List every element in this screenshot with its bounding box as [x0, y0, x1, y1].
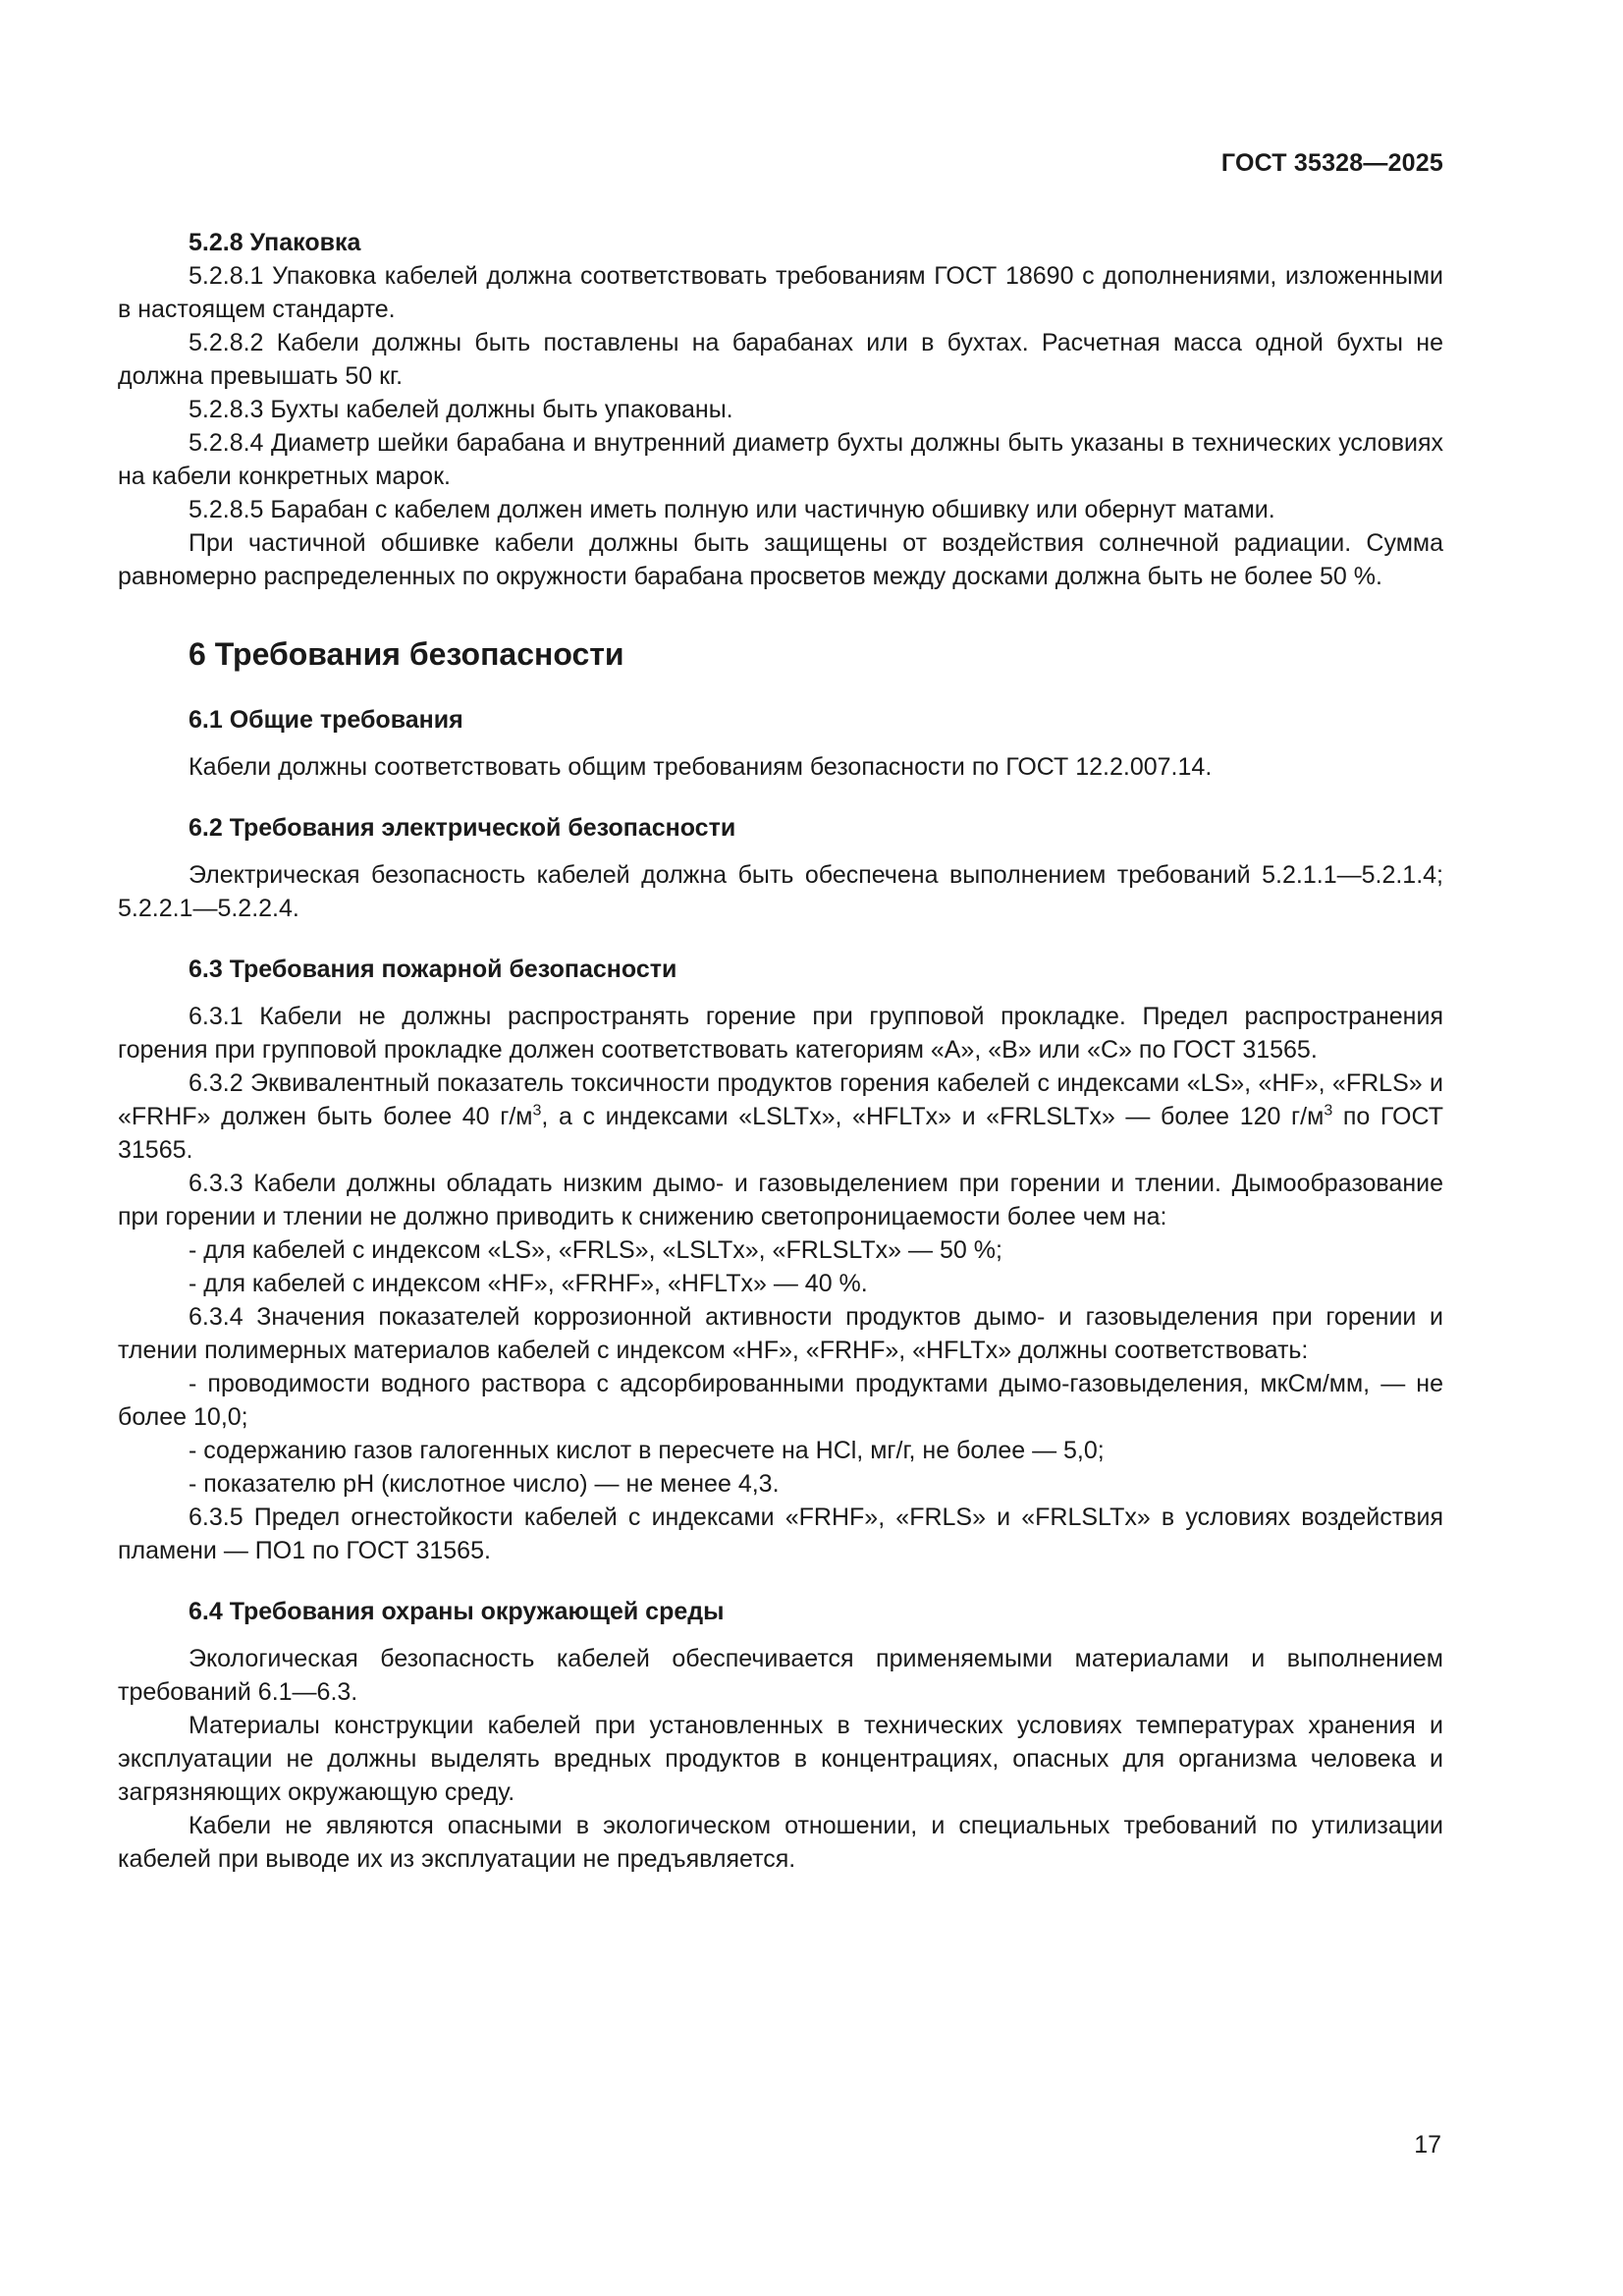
paragraph-5-2-8-2: 5.2.8.2 Кабели должны быть поставлены на барабанах или в бухтах. Расчетная масса одной бухты не должна превышать 50 кг.	[118, 329, 1443, 390]
paragraph-6-2: Электрическая безопасность кабелей должна быть обеспечена выполнением требований 5.2.1.1—5.2.1.4; 5.2.2.1—5.2.2.4.	[118, 861, 1443, 922]
paragraph-6-3-2-part-b: , а с индексами «LSLTx», «HFLTx» и «FRLSLTx» — более 120 г/м	[541, 1103, 1325, 1130]
paragraph-6-1: Кабели должны соответствовать общим требованиям безопасности по ГОСТ 12.2.007.14.	[189, 753, 1213, 781]
paragraph-6-3-4: 6.3.4 Значения показателей коррозионной активности продуктов дымо- и газовыделения при горении и тлении полимерных материалов кабелей с индексом «HF», «FRHF», «HFLTx» должны соответствовать:	[118, 1303, 1443, 1364]
paragraph-6-3-5: 6.3.5 Предел огнестойкости кабелей с индексами «FRHF», «FRLS» и «FRLSLTx» в условиях воздействия пламени — ПО1 по ГОСТ 31565.	[118, 1503, 1443, 1564]
heading-6-3: 6.3 Требования пожарной безопасности	[189, 956, 677, 983]
heading-section-6: 6 Требования безопасности	[189, 636, 624, 672]
paragraph-5-2-8-4: 5.2.8.4 Диаметр шейки барабана и внутренний диаметр бухты должны быть указаны в технических условиях на кабели конкретных марок.	[118, 429, 1443, 490]
heading-5-2-8: 5.2.8 Упаковка	[189, 229, 361, 256]
document-header-id: ГОСТ 35328—2025	[1220, 149, 1443, 177]
list-item: - для кабелей с индексом «LS», «FRLS», «LSLTx», «FRLSLTx» — 50 %;	[189, 1236, 1002, 1264]
heading-6-1: 6.1 Общие требования	[189, 706, 463, 734]
paragraph-6-3-2	[118, 1066, 1443, 1167]
paragraph-5-2-8-5: 5.2.8.5 Барабан с кабелем должен иметь полную или частичную обшивку или обернут матами.	[189, 496, 1275, 523]
list-item: - для кабелей с индексом «HF», «FRHF», «HFLTx» — 40 %.	[189, 1270, 868, 1297]
paragraph-5-2-8-1: 5.2.8.1 Упаковка кабелей должна соответствовать требованиям ГОСТ 18690 с дополнениями, изложенными в настоящем стандарте.	[118, 262, 1443, 323]
paragraph-6-4-2: Материалы конструкции кабелей при установленных в технических условиях температурах хранения и эксплуатации не должны выделять вредных продуктов в концентрациях, опасных для организма человека и загрязняющих окружающую среду.	[118, 1712, 1443, 1806]
paragraph-5-2-8-5-cont: При частичной обшивке кабели должны быть защищены от воздействия солнечной радиации. Сумма равномерно распределенных по окружности барабана просветов между досками должна быть не более 50 %.	[118, 529, 1443, 590]
paragraph-6-4-1: Экологическая безопасность кабелей обеспечивается применяемыми материалами и выполнением требований 6.1—6.3.	[118, 1645, 1443, 1706]
list-item: - показателю pH (кислотное число) — не менее 4,3.	[189, 1470, 780, 1498]
paragraph-6-3-2-part-c: по ГОСТ 31565.	[118, 1103, 1443, 1164]
list-item: - содержанию газов галогенных кислот в пересчете на HCl, мг/г, не более — 5,0;	[189, 1437, 1105, 1464]
superscript-3: 3	[1324, 1102, 1333, 1120]
list-item: - проводимости водного раствора с адсорбированными продуктами дымо-газовыделения, мкСм/мм, — не более 10,0;	[118, 1370, 1443, 1431]
superscript-3: 3	[532, 1102, 542, 1120]
paragraph-6-3-3: 6.3.3 Кабели должны обладать низким дымо- и газовыделением при горении и тлении. Дымообразование при горении и тлении не должно приводить к снижению светопроницаемости более чем на:	[118, 1170, 1443, 1230]
paragraph-6-4-3: Кабели не являются опасными в экологическом отношении, и специальных требований по утилизации кабелей при выводе их из эксплуатации не предъявляется.	[118, 1812, 1443, 1873]
paragraph-6-3-2-part-a: 6.3.2 Эквивалентный показатель токсичности продуктов горения кабелей с индексами «LS», «HF», «FRLS» и «FRHF» должен быть более 40 г/м	[118, 1069, 1443, 1130]
paragraph-6-3-1: 6.3.1 Кабели не должны распространять горение при групповой прокладке. Предел распространения горения при групповой прокладке должен соответствовать категориям «А», «В» или «С» по ГОСТ 31565.	[118, 1003, 1443, 1064]
document-body	[118, 226, 1443, 1876]
paragraph-5-2-8-3: 5.2.8.3 Бухты кабелей должны быть упакованы.	[189, 396, 733, 423]
page-number: 17	[1414, 2131, 1441, 2159]
heading-6-2: 6.2 Требования электрической безопасности	[189, 814, 736, 842]
heading-6-4: 6.4 Требования охраны окружающей среды	[189, 1598, 725, 1625]
